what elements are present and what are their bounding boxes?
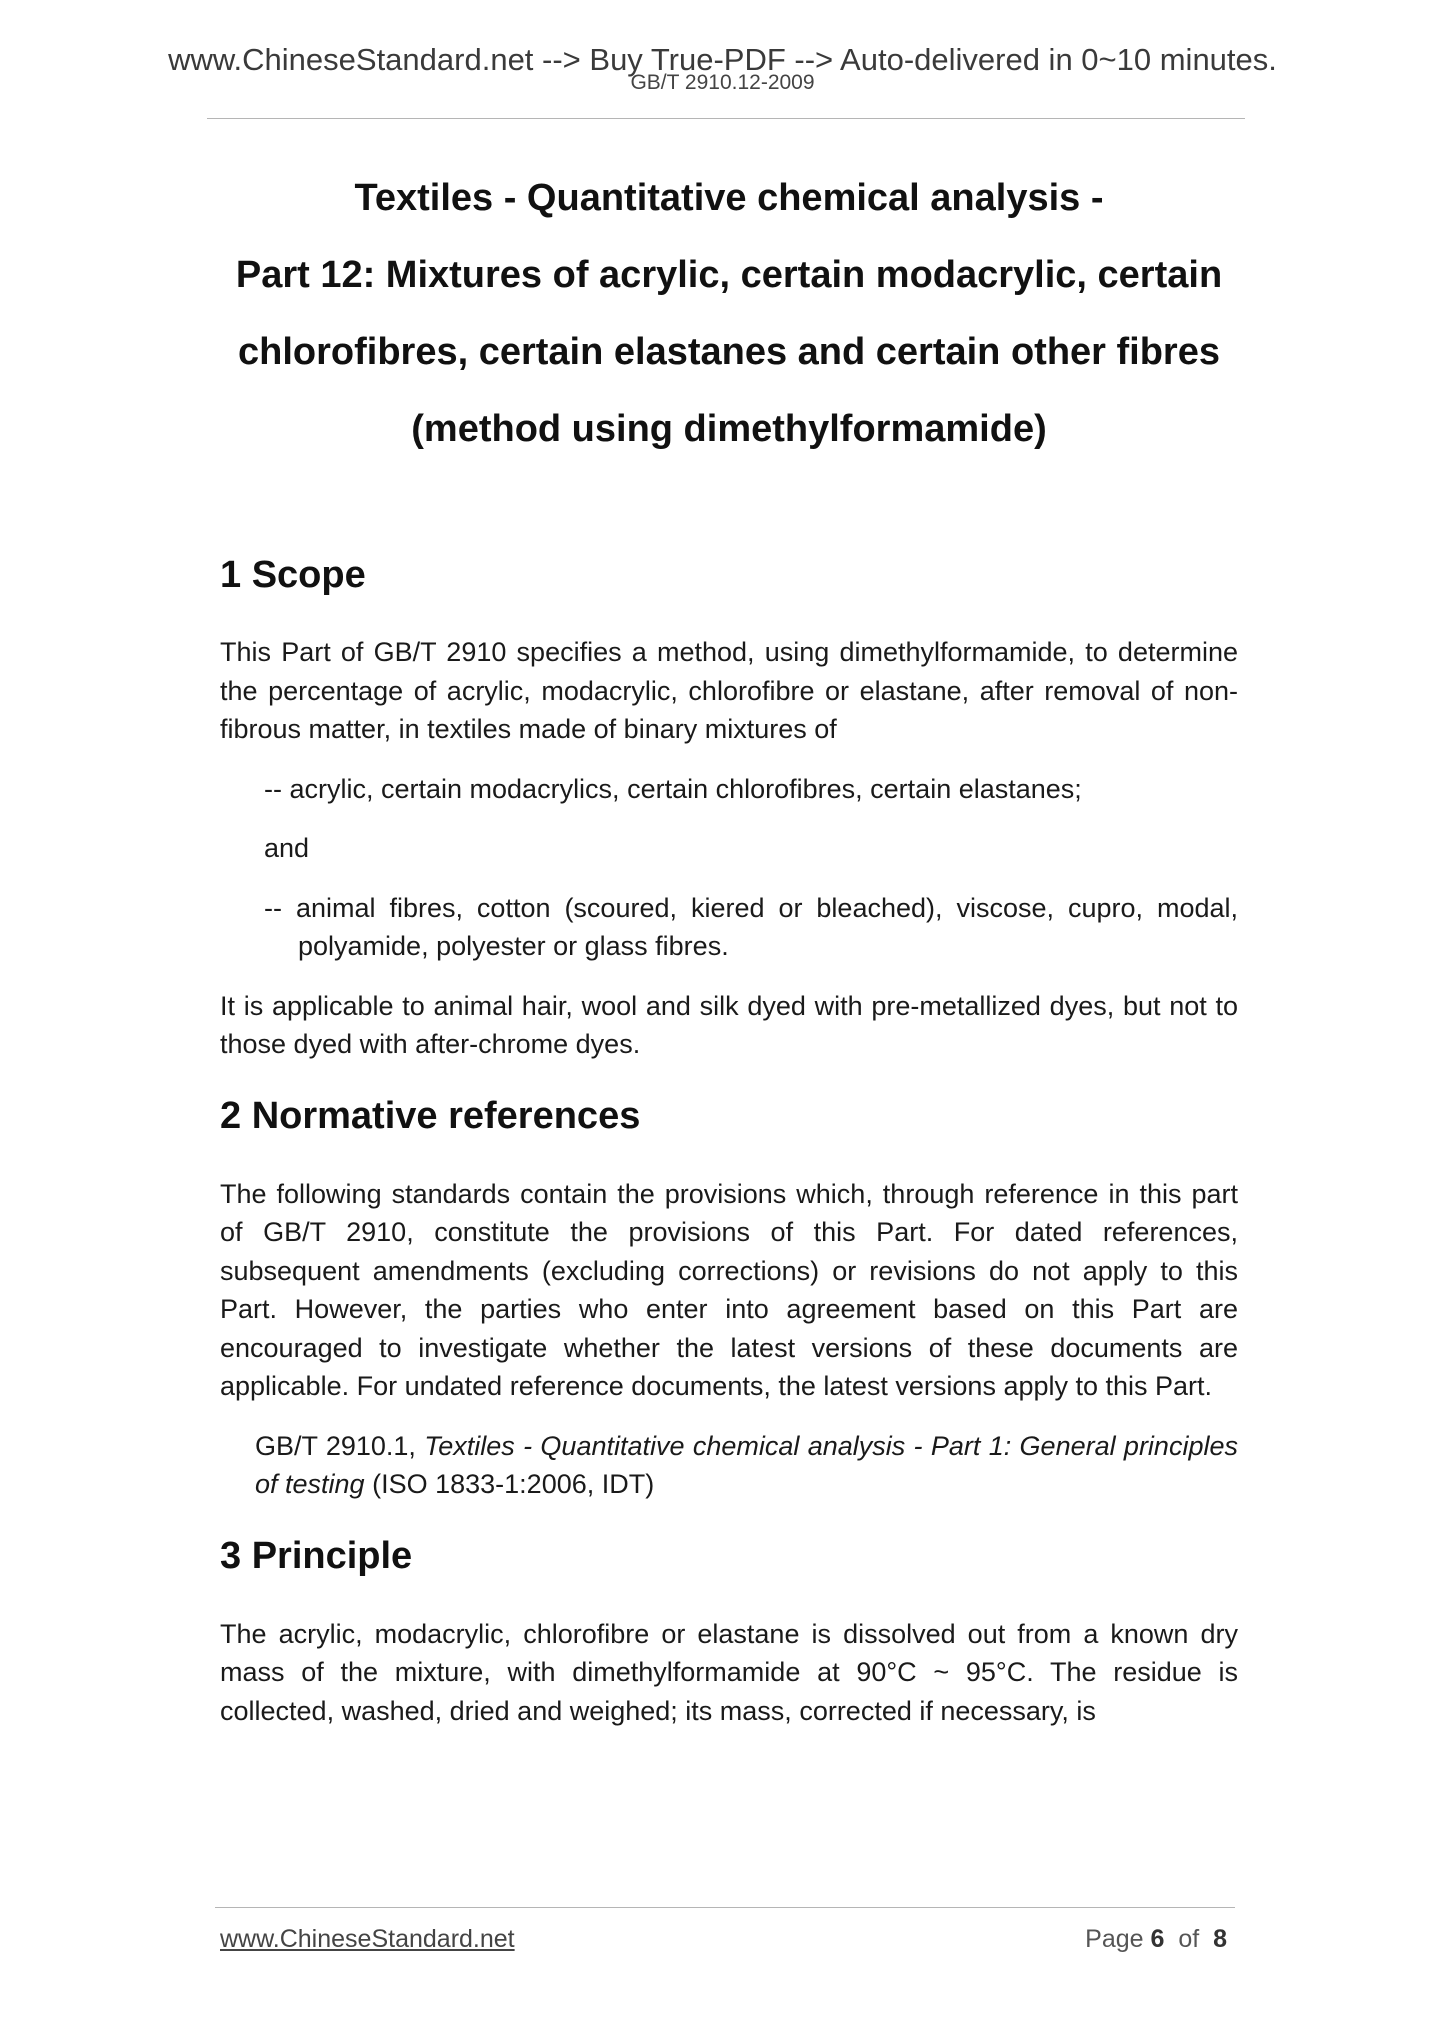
page-indicator — [1085, 1925, 1227, 1954]
reference-title: Textiles - Quantitative chemical analysis - Part 1: General principles of testing — [255, 1430, 1238, 1499]
scope-list-item-1: -- acrylic, certain modacrylics, certain chlorofibres, certain elastanes; — [264, 773, 1082, 804]
title-line-4: (method using dimethylformamide) — [411, 408, 1047, 450]
document-title — [220, 160, 1238, 468]
title-line-2: Part 12: Mixtures of acrylic, certain modacrylic, certain — [235, 254, 1223, 296]
scope-heading: 1 Scope — [220, 554, 366, 596]
page-content — [220, 160, 1238, 1730]
title-line-1: Textiles - Quantitative chemical analysis - — [354, 177, 1104, 219]
reference-code: GB/T 2910.1, — [255, 1430, 416, 1461]
reference-entry — [220, 1427, 1238, 1504]
footer-divider — [215, 1907, 1235, 1908]
scope-paragraph: This Part of GB/T 2910 specifies a method, using dimethylformamide, to determine the percentage of acrylic, modacrylic, chlorofibre or elastane, after removal of non-fibrous matter, in textiles made of binary mixtures of — [220, 637, 1238, 744]
document-id: GB/T 2910.12-2009 — [630, 71, 815, 94]
reference-suffix: (ISO 1833-1:2006, IDT) — [372, 1469, 655, 1499]
scope-applicability: It is applicable to animal hair, wool and silk dyed with pre-metallized dyes, but not to those dyed with after-chrome dyes. — [220, 990, 1238, 1059]
scope-and: and — [264, 833, 310, 863]
title-line-3: chlorofibres, certain elastanes and certain other fibres — [238, 331, 1220, 373]
page-total: 8 — [1213, 1925, 1227, 1953]
page-label: Page — [1085, 1925, 1144, 1953]
of-label: of — [1178, 1925, 1200, 1953]
normative-references-heading: 2 Normative references — [220, 1094, 641, 1137]
footer-website-link[interactable]: www.ChineseStandard.net — [220, 1925, 515, 1953]
principle-paragraph: The acrylic, modacrylic, chlorofibre or elastane is dissolved out from a known dry mass of the mixture, with dimethylformamide at 90°C ~ 95°C. The residue is collected, washed, dried and weighed; its mass, corrected if necessary, is — [220, 1618, 1238, 1726]
page-number: 6 — [1150, 1925, 1165, 1953]
source-banner: www.ChineseStandard.net --> Buy True-PDF --> Auto-delivered in 0~10 minutes. — [168, 42, 1277, 77]
principle-heading: 3 Principle — [220, 1534, 413, 1577]
normative-references-paragraph: The following standards contain the provisions which, through reference in this part of GB/T 2910, constitute the provisions of this Part. For dated references, subsequent amendments (excluding corrections) or revisions do not apply to this Part. However, the parties who enter into agreement based on this Part are encouraged to investigate whether the latest versions of these documents are applicable. For undated reference documents, the latest versions apply to this Part. — [220, 1178, 1238, 1401]
scope-list-item-2: -- animal fibres, cotton (scoured, kiered or bleached), viscose, cupro, modal, polyamide, polyester or glass fibres. — [264, 892, 1238, 961]
header-divider — [207, 118, 1245, 119]
